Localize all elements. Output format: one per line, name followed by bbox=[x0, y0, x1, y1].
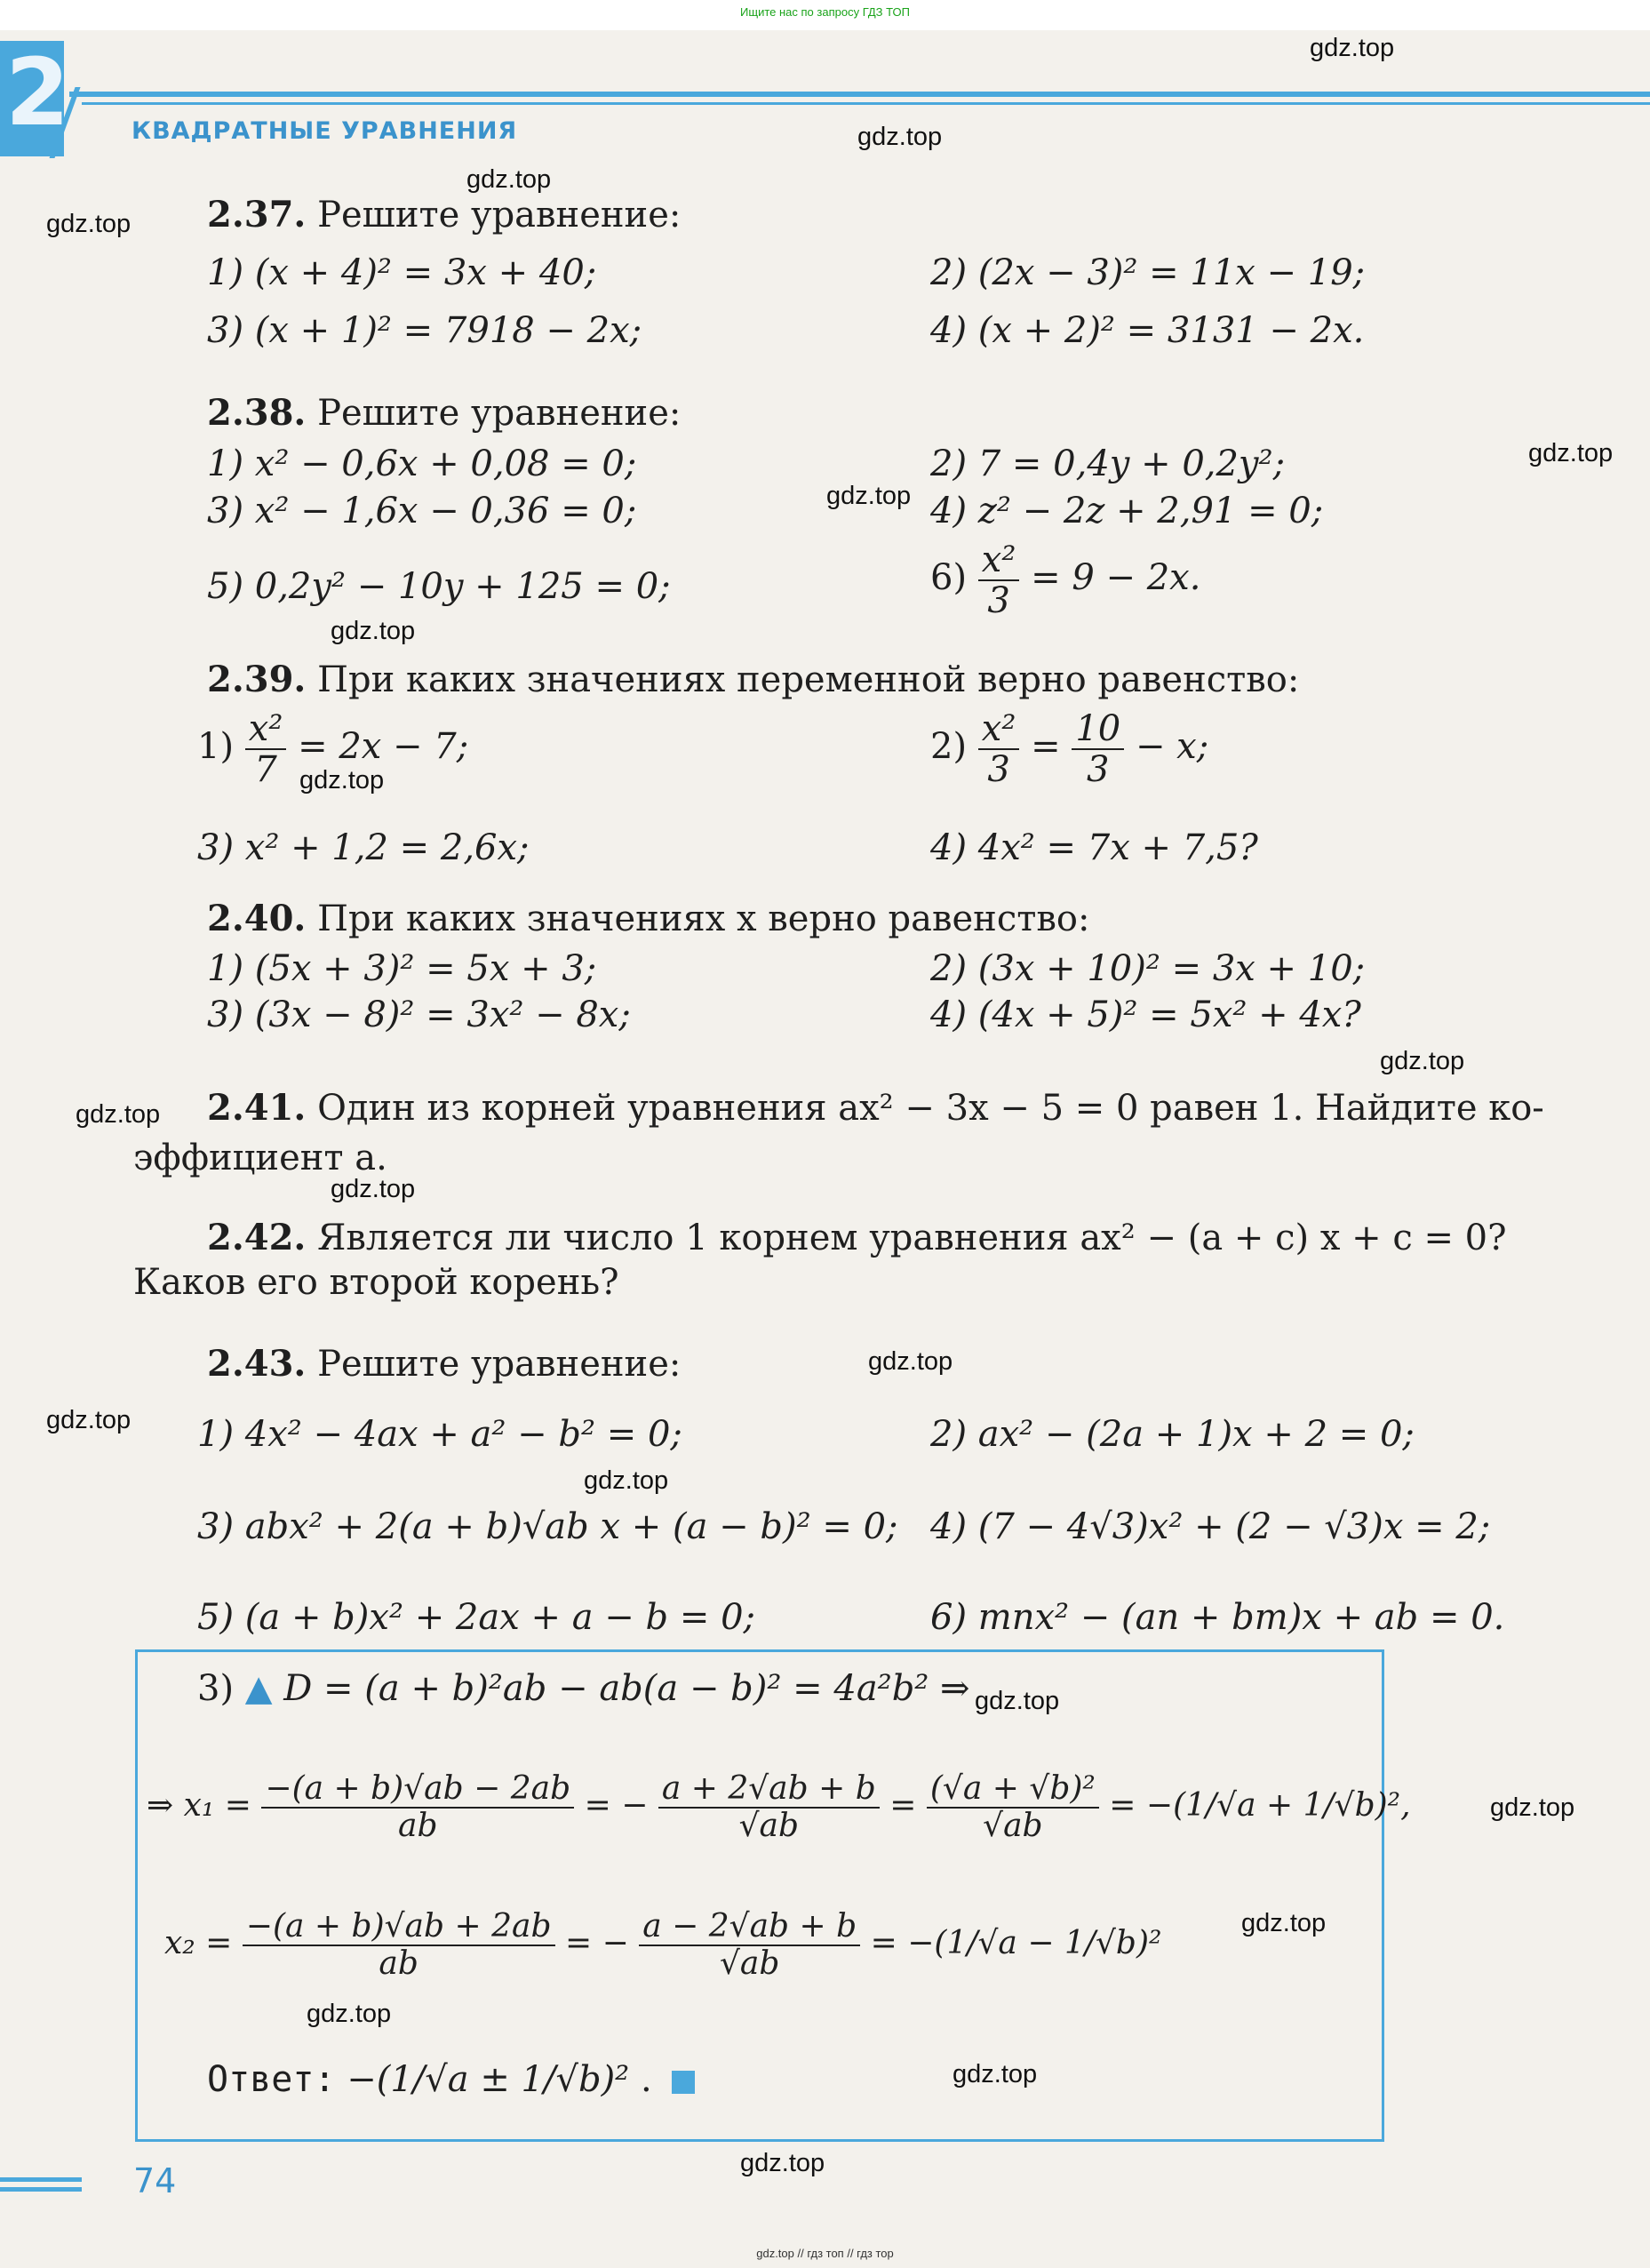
problem-2-43-item-5: 5) (a + b)x² + 2ax + a − b = 0; bbox=[197, 1597, 755, 1638]
problem-2-38-item-4: 4) z² − 2z + 2,91 = 0; bbox=[930, 491, 1324, 531]
watermark: gdz.top bbox=[857, 123, 943, 151]
problem-2-39-item-4: 4) 4x² = 7x + 7,5? bbox=[930, 827, 1258, 868]
operator: = bbox=[889, 1787, 917, 1824]
fraction bbox=[639, 1908, 860, 1982]
problem-2-40-item-2: 2) (3x + 10)² = 3x + 10; bbox=[930, 948, 1366, 989]
chapter-number: 2 bbox=[5, 38, 70, 147]
problem-2-43-item-6: 6) mnx² − (an + bm)x + ab = 0. bbox=[930, 1597, 1505, 1638]
watermark: gdz.top bbox=[1528, 439, 1614, 467]
answer-period: . bbox=[640, 2059, 652, 2100]
problem-2-39-item-3: 3) x² + 1,2 = 2,6x; bbox=[197, 827, 530, 868]
watermark: gdz.top bbox=[953, 2060, 1038, 2088]
problem-2-38-heading bbox=[207, 392, 682, 434]
operator: = − bbox=[584, 1787, 649, 1824]
numerator: 10 bbox=[1072, 711, 1124, 750]
equation-rest: = 2x − 7; bbox=[298, 726, 469, 767]
denominator: ab bbox=[379, 1945, 418, 1982]
problem-label: 2.42. bbox=[207, 1217, 307, 1258]
operator: = − bbox=[564, 1925, 629, 1961]
solution-line-1 bbox=[197, 1668, 970, 1709]
watermark: gdz.top bbox=[1310, 34, 1395, 62]
problem-2-38-item-5: 5) 0,2y² − 10y + 125 = 0; bbox=[207, 566, 671, 607]
x1-result: = −(1/√a + 1/√b)², bbox=[1109, 1787, 1411, 1824]
watermark: gdz.top bbox=[466, 165, 552, 194]
watermark: gdz.top bbox=[1241, 1909, 1327, 1937]
problem-2-39-item-2 bbox=[930, 708, 1209, 790]
equals-sign: = bbox=[1031, 726, 1061, 767]
problem-2-38-item-6 bbox=[930, 539, 1201, 621]
problem-2-43-item-2: 2) ax² − (2a + 1)x + 2 = 0; bbox=[930, 1414, 1415, 1455]
watermark: gdz.top bbox=[331, 617, 416, 645]
problem-text: Решите уравнение: bbox=[317, 393, 682, 434]
problem-label: 2.40. bbox=[207, 898, 307, 939]
denominator: √ab bbox=[983, 1808, 1043, 1844]
answer-value: −(1/√a ± 1/√b)² bbox=[347, 2059, 630, 2100]
problem-2-40-item-1: 1) (5x + 3)² = 5x + 3; bbox=[207, 948, 597, 989]
header-rule-thin bbox=[82, 102, 1650, 105]
problem-2-37-heading bbox=[207, 194, 682, 236]
denominator: √ab bbox=[738, 1808, 800, 1844]
watermark: gdz.top bbox=[331, 1175, 416, 1203]
denominator: 3 bbox=[987, 580, 1010, 621]
watermark: gdz.top bbox=[307, 2000, 392, 2028]
item-number: 2) bbox=[930, 726, 968, 767]
denominator: 7 bbox=[254, 749, 277, 790]
problem-2-42-line-1 bbox=[207, 1217, 1507, 1258]
item-number: 1) bbox=[197, 726, 235, 767]
x1-lhs: ⇒ x₁ = bbox=[147, 1787, 251, 1824]
problem-label: 2.39. bbox=[207, 659, 307, 700]
solution-x1 bbox=[147, 1770, 1411, 1844]
discriminant: D = (a + b)²ab − ab(a − b)² = 4a²b² ⇒ bbox=[283, 1668, 970, 1709]
chapter-title: КВАДРАТНЫЕ УРАВНЕНИЯ bbox=[132, 117, 518, 145]
denominator: ab bbox=[398, 1808, 438, 1844]
problem-2-43-item-4: 4) (7 − 4√3)x² + (2 − √3)x = 2; bbox=[930, 1506, 1491, 1547]
problem-text: Решите уравнение: bbox=[317, 195, 682, 236]
problem-2-43-item-3: 3) abx² + 2(a + b)√ab x + (a − b)² = 0; bbox=[197, 1506, 898, 1547]
problem-label: 2.43. bbox=[207, 1343, 307, 1385]
end-of-proof-square-icon bbox=[672, 2071, 695, 2094]
watermark: gdz.top bbox=[975, 1687, 1060, 1715]
problem-2-43-heading bbox=[207, 1343, 682, 1385]
problem-2-40-item-4: 4) (4x + 5)² = 5x² + 4x? bbox=[930, 994, 1361, 1035]
problem-2-42-line-2: Каков его второй корень? bbox=[133, 1262, 619, 1303]
problem-2-38-item-3: 3) x² − 1,6x − 0,36 = 0; bbox=[207, 491, 637, 531]
numerator: −(a + b)√ab + 2ab bbox=[243, 1911, 555, 1946]
problem-text: Решите уравнение: bbox=[317, 1344, 682, 1385]
problem-2-37-item-2: 2) (2x − 3)² = 11x − 19; bbox=[930, 252, 1366, 293]
watermark: gdz.top bbox=[740, 2149, 825, 2177]
numerator: x² bbox=[978, 711, 1020, 750]
fraction bbox=[978, 539, 1020, 621]
solution-x2 bbox=[164, 1908, 1162, 1982]
problem-2-38-item-1: 1) x² − 0,6x + 0,08 = 0; bbox=[207, 443, 637, 484]
solution-answer bbox=[207, 2059, 695, 2100]
problem-label: 2.37. bbox=[207, 194, 307, 236]
equation-rest: − x; bbox=[1135, 726, 1209, 767]
numerator: x² bbox=[245, 711, 287, 750]
problem-2-40-heading bbox=[207, 898, 1090, 939]
watermark: gdz.top bbox=[299, 766, 385, 795]
fraction bbox=[927, 1770, 1099, 1844]
fraction bbox=[245, 708, 287, 790]
problem-2-39-heading bbox=[207, 659, 1300, 700]
problem-2-43-item-1: 1) 4x² − 4ax + a² − b² = 0; bbox=[197, 1414, 682, 1455]
x2-lhs: x₂ = bbox=[164, 1925, 233, 1961]
equation-rest: = 9 − 2x. bbox=[1031, 557, 1201, 598]
problem-2-37-item-4: 4) (x + 2)² = 3131 − 2x. bbox=[930, 310, 1365, 351]
fraction bbox=[261, 1770, 574, 1844]
denominator: 3 bbox=[987, 749, 1010, 790]
header-rule bbox=[69, 92, 1650, 97]
watermark: gdz.top bbox=[1490, 1793, 1575, 1822]
problem-label: 2.41. bbox=[207, 1087, 307, 1129]
denominator: √ab bbox=[719, 1945, 780, 1982]
answer-label: Ответ: bbox=[207, 2059, 336, 2100]
watermark: gdz.top bbox=[826, 482, 912, 510]
x2-result: = −(1/√a − 1/√b)² bbox=[870, 1925, 1162, 1961]
numerator: a + 2√ab + b bbox=[658, 1773, 880, 1809]
watermark: gdz.top bbox=[46, 210, 132, 238]
fraction bbox=[1072, 708, 1124, 790]
item-number: 3) bbox=[197, 1668, 235, 1709]
problem-text: Является ли число 1 корнем уравнения ax² − (a + c) x + c = 0? bbox=[317, 1218, 1507, 1258]
fraction bbox=[243, 1908, 555, 1982]
problem-2-41-line-1 bbox=[207, 1087, 1544, 1129]
numerator: a − 2√ab + b bbox=[639, 1911, 860, 1946]
numerator: x² bbox=[978, 542, 1020, 581]
watermark: gdz.top bbox=[868, 1347, 953, 1376]
problem-2-37-item-1: 1) (x + 4)² = 3x + 40; bbox=[207, 252, 597, 293]
problem-2-40-item-3: 3) (3x − 8)² = 3x² − 8x; bbox=[207, 994, 631, 1035]
fraction bbox=[658, 1770, 880, 1844]
page-bar bbox=[0, 2177, 82, 2182]
watermark: gdz.top bbox=[584, 1466, 669, 1495]
watermark: gdz.top bbox=[1380, 1047, 1465, 1075]
watermark: gdz.top bbox=[76, 1100, 161, 1129]
bottom-note: gdz.top // гдз топ // гдз тор bbox=[756, 2247, 894, 2260]
top-note: Ищите нас по запросу ГДЗ ТОП bbox=[740, 5, 910, 19]
fraction bbox=[978, 708, 1020, 790]
numerator: (√a + √b)² bbox=[927, 1773, 1099, 1809]
numerator: −(a + b)√ab − 2ab bbox=[261, 1773, 574, 1809]
page-number: 74 bbox=[133, 2161, 177, 2200]
watermark: gdz.top bbox=[46, 1406, 132, 1434]
problem-text: Один из корней уравнения ax² − 3x − 5 = 0 равен 1. Найдите ко- bbox=[317, 1088, 1544, 1129]
problem-2-38-item-2: 2) 7 = 0,4y + 0,2y²; bbox=[930, 443, 1286, 484]
problem-text: При каких значениях переменной верно равенство: bbox=[317, 659, 1300, 700]
denominator: 3 bbox=[1087, 749, 1110, 790]
problem-2-37-item-3: 3) (x + 1)² = 7918 − 2x; bbox=[207, 310, 642, 351]
page-bar bbox=[0, 2187, 82, 2192]
problem-label: 2.38. bbox=[207, 392, 307, 434]
item-number: 6) bbox=[930, 557, 968, 598]
triangle-icon: ▲ bbox=[244, 1668, 273, 1709]
problem-text: При каких значениях x верно равенство: bbox=[317, 898, 1090, 939]
problem-2-41-line-2: эффициент a. bbox=[133, 1138, 387, 1178]
